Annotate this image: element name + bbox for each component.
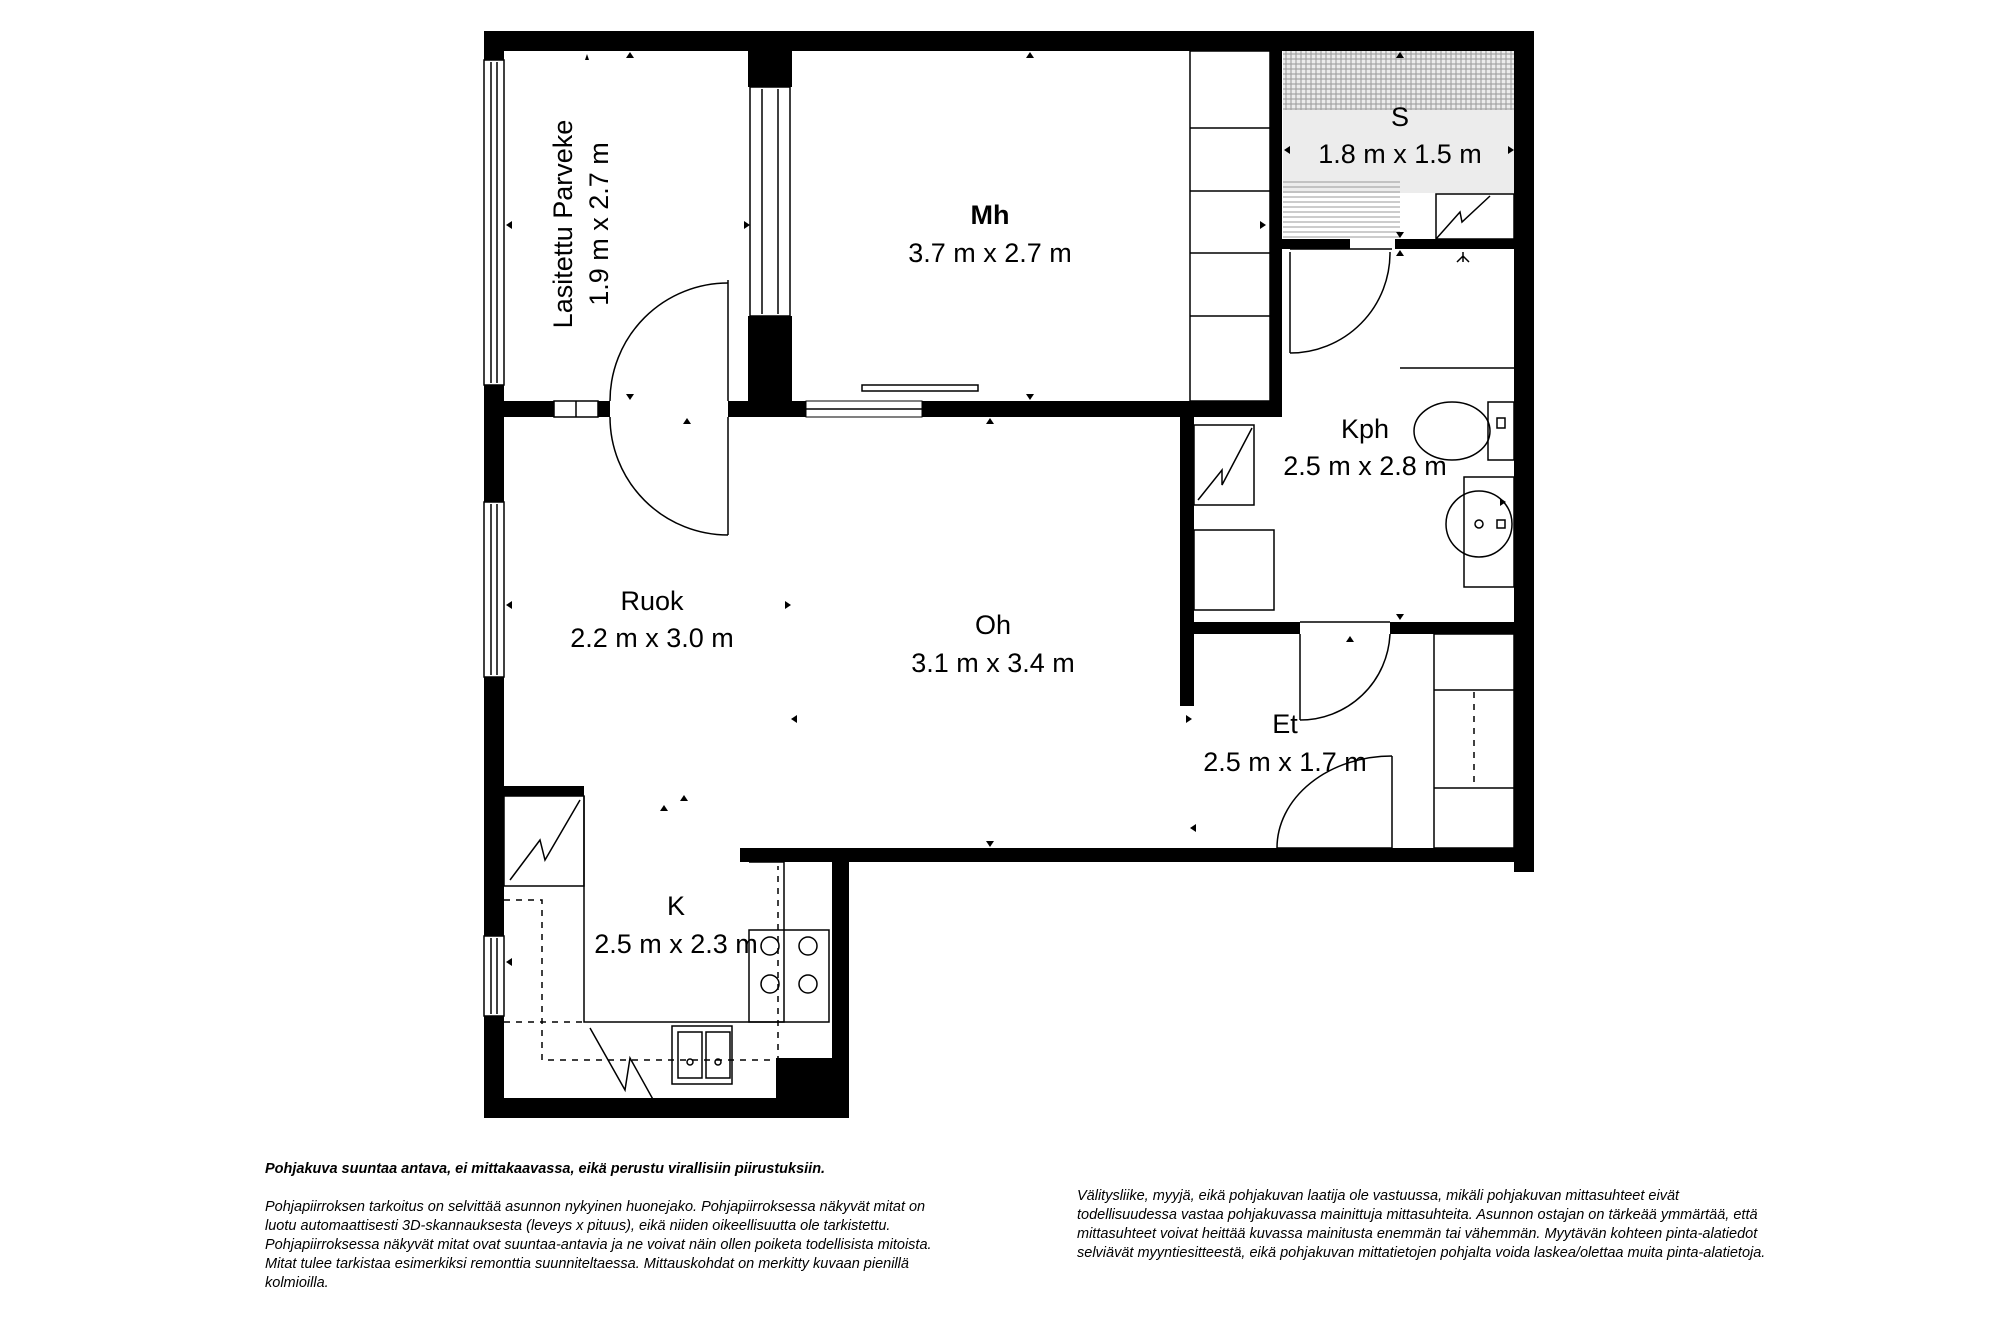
measurement-marker <box>1026 394 1034 400</box>
measurement-marker <box>1260 221 1266 229</box>
room-name-hall: Et <box>1272 709 1298 739</box>
room-name-sauna: S <box>1390 102 1410 132</box>
room-size-bathroom: 2.5 m x 2.8 m <box>1283 451 1447 481</box>
room-name-bathroom: Kph <box>1340 414 1390 444</box>
disclaimer-left <box>265 1160 955 1312</box>
measurement-marker <box>1346 636 1354 642</box>
measurement-marker <box>986 418 994 424</box>
room-size-bedroom: 3.7 m x 2.7 m <box>908 238 1072 268</box>
hall-closet <box>1434 634 1514 848</box>
room-name-living: Oh <box>974 610 1012 640</box>
measurement-marker <box>626 52 634 58</box>
measurement-marker <box>506 958 512 966</box>
measurement-marker <box>791 715 797 723</box>
bedroom-wardrobe <box>1190 51 1270 401</box>
measurement-marker <box>1396 614 1404 620</box>
room-size-balcony: 1.9 m x 2.7 m <box>584 142 614 306</box>
measurement-marker <box>626 394 634 400</box>
measurement-marker <box>1396 250 1404 256</box>
room-size-hall: 2.5 m x 1.7 m <box>1203 747 1367 777</box>
measurement-marker <box>506 601 512 609</box>
measurement-marker <box>1186 715 1192 723</box>
disclaimer-heading: Pohjakuva suuntaa antava, ei mittakaavassa, eikä perustu virallisiin piirustuksiin. <box>265 1161 826 1177</box>
measurement-marker <box>660 805 668 811</box>
measurement-marker <box>680 795 688 801</box>
room-name-bedroom: Mh <box>970 200 1010 230</box>
room-size-sauna: 1.8 m x 1.5 m <box>1318 139 1482 169</box>
measurement-marker <box>506 221 512 229</box>
room-size-living: 3.1 m x 3.4 m <box>911 648 1075 678</box>
measurement-marker <box>1026 52 1034 58</box>
measurement-marker <box>585 54 589 60</box>
measurement-marker <box>785 601 791 609</box>
room-size-kitchen: 2.5 m x 2.3 m <box>594 929 758 959</box>
measurement-marker <box>744 221 750 229</box>
room-name-dining: Ruok <box>620 586 684 616</box>
room-size-dining: 2.2 m x 3.0 m <box>570 623 734 653</box>
sauna-stove <box>1436 194 1514 239</box>
measurement-marker <box>1190 824 1196 832</box>
measurement-marker <box>683 418 691 424</box>
room-name-balcony: Lasitettu Parveke <box>548 119 578 329</box>
disclaimer-right <box>1077 1187 1767 1282</box>
disclaimer-body-left: Pohjapiirroksen tarkoitus on selvittää asunnon nykyinen huonejako. Pohjapiirroksessa näkyvät mitat on luotu automaattisesti 3D-skannauksesta (leveys x pituus), eikä niiden oikeellisuutta ole tarkistettu. Pohjapiirroksessa näkyvät mitat ovat suuntaa-antavia ja ne voivat näin ollen poiketa todellisista mitoista. Mitat tulee tarkistaa esimerkiksi remonttia suunniteltaessa. Mittauskohdat on merkitty kuvaan pienillä kolmioilla. <box>265 1199 932 1291</box>
room-labels <box>548 102 1482 959</box>
measurement-marker <box>986 841 994 847</box>
disclaimer-body-right: Välitysliike, myyjä, eikä pohjakuvan laatija ole vastuussa, mikäli pohjakuvan mittasuhteet eivät todellisuudessa vastaa pohjakuvassa mainittuja mittasuhteita. Asunnon ostajan on tärkeää ymmärtää, että mittasuhteet voivat heittää kuvassa mainitusta enemmän tai vähemmän. Myytävän kohteen pinta-alatiedot selviävät myyntiesitteestä, eikä pohjakuvan mittatietojen pohjalta voida laskea/olettaa muita pinta-alatietoja. <box>1077 1188 1766 1261</box>
room-name-kitchen: K <box>666 891 686 921</box>
